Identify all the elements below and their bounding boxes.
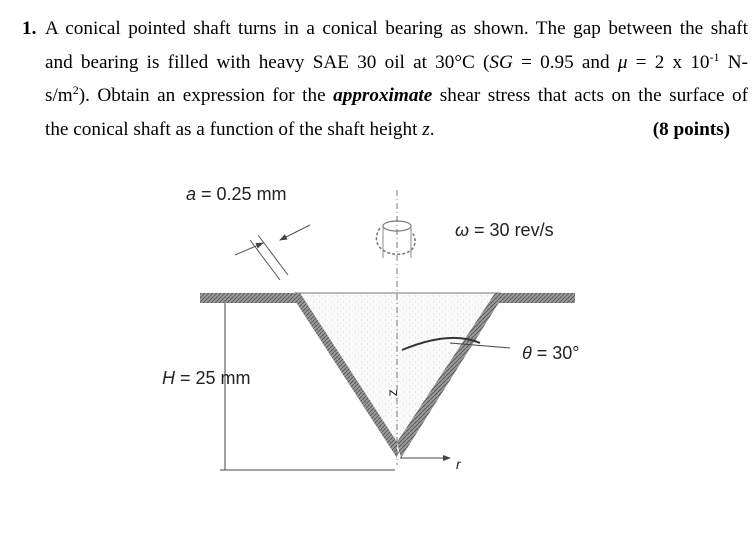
omega-label: ω = 30 rev/s bbox=[455, 220, 554, 240]
problem-line-3: $s/m^2$). Obtain an expression for the approximate shear stress that acts on the surface of bbox=[45, 83, 748, 106]
problem-statement bbox=[22, 12, 748, 146]
mu-symbol: μ bbox=[617, 51, 628, 73]
bearing-top-left bbox=[200, 293, 300, 303]
problem-text bbox=[45, 12, 748, 146]
problem-line-4: the conical shaft as a function of the shaft height z. (8 points) bbox=[45, 113, 748, 147]
problem-line-1: A conical pointed shaft turns in a conical bearing as shown. The gap between the shaft bbox=[45, 18, 748, 39]
theta-label: θ = 30° bbox=[522, 343, 580, 363]
r-axis-label: r bbox=[456, 456, 461, 472]
rotation-arrow bbox=[376, 228, 415, 254]
conical-bearing-figure bbox=[150, 180, 600, 530]
gap-line-1 bbox=[250, 240, 280, 280]
problem-line-2: and bearing is filled with heavy SAE 30 oil at 30°C (SG = 0.95 and μ = 2 x $10^{-1}$ N- bbox=[45, 49, 748, 73]
z-symbol: z bbox=[422, 118, 430, 140]
emphasis-approximate: approximate bbox=[333, 85, 433, 106]
z-axis-label: z bbox=[386, 389, 403, 397]
sg-symbol: SG bbox=[489, 51, 513, 73]
gap-line-2 bbox=[258, 235, 288, 275]
points-label: (8 points) bbox=[652, 118, 730, 140]
gap-label: a = 0.25 mm bbox=[186, 184, 287, 204]
gap-arrow-left bbox=[235, 243, 263, 255]
problem-number: 1. bbox=[22, 18, 37, 39]
bearing-top-right bbox=[495, 293, 575, 303]
gap-arrow-right bbox=[280, 225, 310, 240]
height-label: H = 25 mm bbox=[162, 368, 251, 388]
